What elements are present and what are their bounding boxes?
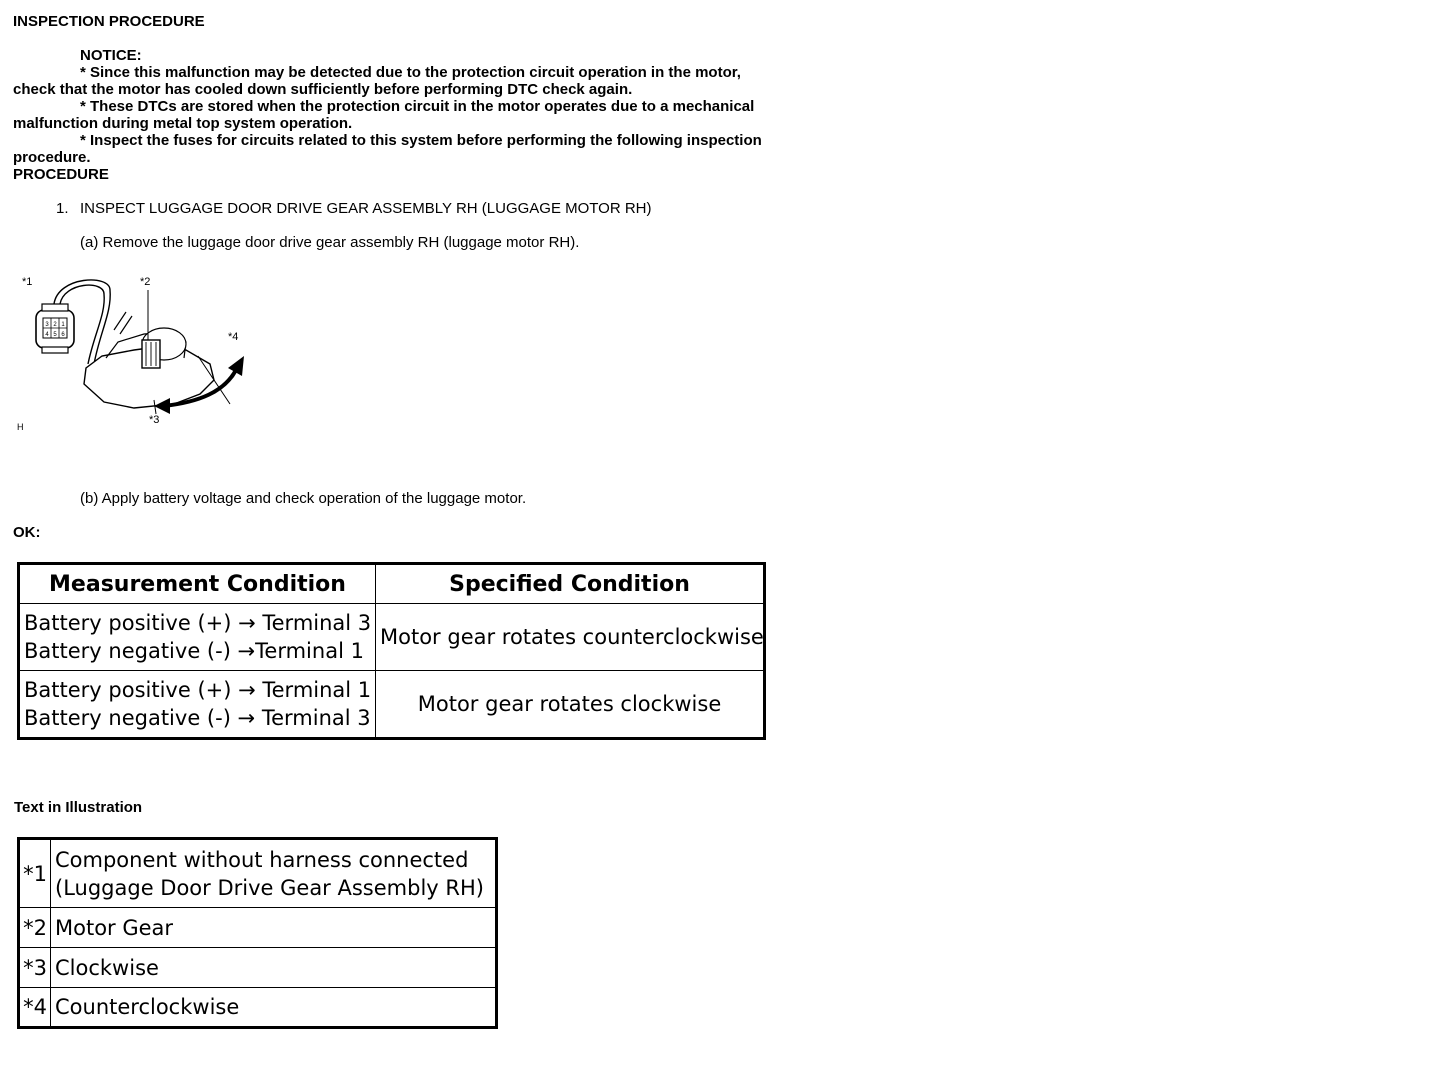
legend-text: Clockwise xyxy=(51,948,497,988)
pin-label: 5 xyxy=(53,332,57,338)
legend-text: Counterclockwise xyxy=(51,988,497,1028)
luggage-motor-drawing xyxy=(14,272,254,437)
column-header: Measurement Condition xyxy=(19,564,376,604)
page-title: INSPECTION PROCEDURE xyxy=(13,13,205,30)
condition-cell: Motor gear rotates counterclockwise xyxy=(376,604,765,671)
motor-illustration xyxy=(14,272,254,437)
measurement-line: Battery positive (+) → Terminal 3 xyxy=(24,610,372,635)
step-title: INSPECT LUGGAGE DOOR DRIVE GEAR ASSEMBLY RH (LUGGAGE MOTOR RH) xyxy=(80,200,652,217)
legend-text-line: (Luggage Door Drive Gear Assembly RH) xyxy=(55,875,484,900)
step-sub-a: (a) Remove the luggage door drive gear assembly RH (luggage motor RH). xyxy=(80,234,580,251)
pin-label: 3 xyxy=(45,322,49,328)
table-row xyxy=(19,908,497,948)
measurement-cell xyxy=(19,604,376,671)
notice-line-3b: procedure. xyxy=(13,149,91,166)
table-row xyxy=(19,948,497,988)
notice-line-2b: malfunction during metal top system operation. xyxy=(13,115,353,132)
notice-line-3a: * Inspect the fuses for circuits related to this system before performing the following inspection xyxy=(80,132,762,149)
table-header-row xyxy=(19,564,765,604)
pin-label: 6 xyxy=(61,332,65,338)
figure-label-2: *2 xyxy=(140,276,151,288)
pin-label: 2 xyxy=(53,322,57,328)
notice-line-1b: check that the motor has cooled down sufficiently before performing DTC check again. xyxy=(13,81,633,98)
measurement-line: Battery negative (-) →Terminal 1 xyxy=(24,638,364,663)
illustration-legend-table xyxy=(17,837,498,1029)
pin-label: 4 xyxy=(45,332,49,338)
notice-title: NOTICE: xyxy=(80,47,142,64)
specification-table xyxy=(17,562,766,740)
table-row xyxy=(19,988,497,1028)
condition-cell: Motor gear rotates clockwise xyxy=(376,670,765,738)
procedure-heading: PROCEDURE xyxy=(13,166,109,183)
notice-line-1a: * Since this malfunction may be detected due to the protection circuit operation in the motor, xyxy=(80,64,741,81)
figure-label-3: *3 xyxy=(149,414,160,426)
table-row xyxy=(19,839,497,908)
ok-label: OK: xyxy=(13,524,41,541)
step-number: 1. xyxy=(56,200,69,217)
measurement-line: Battery positive (+) → Terminal 1 xyxy=(24,677,372,702)
legend-text xyxy=(51,839,497,908)
legend-text: Motor Gear xyxy=(51,908,497,948)
figure-corner-label: H xyxy=(17,422,24,432)
notice-line-2a: * These DTCs are stored when the protection circuit in the motor operates due to a mechanical xyxy=(80,98,755,115)
column-header: Specified Condition xyxy=(376,564,765,604)
measurement-cell xyxy=(19,670,376,738)
figure-label-1: *1 xyxy=(22,276,33,288)
figure-label-4: *4 xyxy=(228,331,239,343)
table-row xyxy=(19,670,765,738)
legend-text-line: Component without harness connected xyxy=(55,847,469,872)
measurement-line: Battery negative (-) → Terminal 3 xyxy=(24,705,371,730)
legend-key: *4 xyxy=(19,988,51,1028)
table-row xyxy=(19,604,765,671)
legend-key: *1 xyxy=(19,839,51,908)
legend-key: *3 xyxy=(19,948,51,988)
legend-key: *2 xyxy=(19,908,51,948)
pin-label: 1 xyxy=(61,322,65,328)
legend-heading: Text in Illustration xyxy=(14,799,143,816)
step-sub-b: (b) Apply battery voltage and check operation of the luggage motor. xyxy=(80,490,527,507)
